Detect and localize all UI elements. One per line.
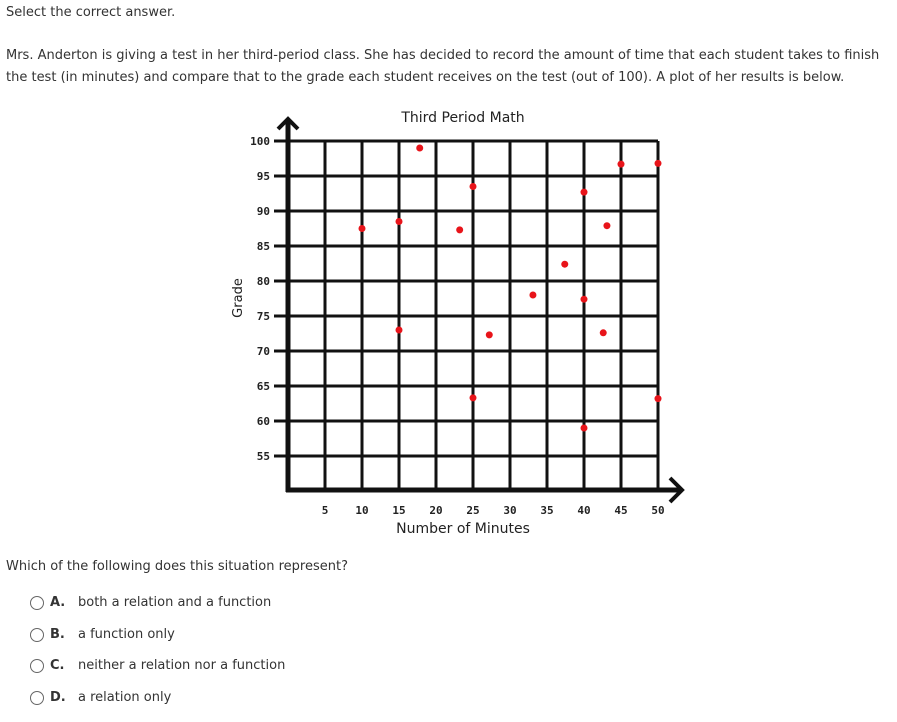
option-letter: D.	[50, 690, 66, 705]
y-tick-label: 65	[256, 380, 270, 393]
chart-title: Third Period Math	[401, 110, 525, 126]
x-tick-label: 25	[466, 504, 480, 517]
data-point	[396, 218, 403, 225]
y-axis-label: Grade	[231, 278, 246, 318]
data-point	[581, 296, 588, 303]
x-tick-label: 20	[429, 504, 443, 517]
y-tick-label: 55	[256, 450, 270, 463]
y-tick-label: 75	[256, 310, 270, 323]
y-tick-label: 80	[256, 275, 270, 288]
y-tick-label: 90	[256, 205, 270, 218]
radio-button[interactable]	[30, 596, 44, 610]
x-tick-label: 40	[577, 504, 591, 517]
data-point	[618, 161, 625, 168]
data-point	[581, 189, 588, 196]
option-letter: C.	[50, 658, 65, 673]
x-axis-label: Number of Minutes	[396, 521, 530, 537]
answer-option-b[interactable]	[30, 627, 175, 642]
answer-option-a[interactable]	[30, 595, 271, 610]
data-point	[396, 327, 403, 334]
data-point	[603, 222, 610, 229]
data-point	[600, 329, 607, 336]
data-point	[456, 226, 463, 233]
x-tick-label: 50	[651, 504, 665, 517]
y-tick-label: 60	[256, 415, 270, 428]
problem-text: Mrs. Anderton is giving a test in her third-period class. She has decided to record the amount of time that each student takes to finish the test (in minutes) and compare that to the grade each student receives on the test (out of 100). A plot of her results is below.	[6, 48, 880, 85]
y-tick-label: 85	[256, 240, 270, 253]
answer-option-c[interactable]	[30, 658, 285, 673]
x-tick-label: 10	[355, 504, 369, 517]
y-tick-label: 100	[250, 135, 270, 148]
question-text: Which of the following does this situation represent?	[6, 559, 348, 574]
option-text: a function only	[78, 627, 175, 642]
data-point	[581, 425, 588, 432]
data-point	[359, 225, 366, 232]
x-tick-label: 15	[392, 504, 406, 517]
x-tick-label: 45	[614, 504, 628, 517]
radio-button[interactable]	[30, 628, 44, 642]
option-letter: A.	[50, 595, 66, 610]
x-tick-label: 30	[503, 504, 517, 517]
instruction: Select the correct answer.	[6, 5, 176, 20]
option-letter: B.	[50, 627, 65, 642]
x-tick-label: 35	[540, 504, 554, 517]
option-text: neither a relation nor a function	[78, 658, 286, 673]
y-tick-label: 70	[256, 345, 270, 358]
data-point	[416, 145, 423, 152]
data-point	[655, 395, 662, 402]
option-text: both a relation and a function	[78, 595, 272, 610]
radio-button[interactable]	[30, 691, 44, 705]
data-point	[561, 261, 568, 268]
data-point	[529, 292, 536, 299]
data-point	[470, 183, 477, 190]
radio-button[interactable]	[30, 659, 44, 673]
data-point	[655, 160, 662, 167]
y-tick-label: 95	[256, 170, 270, 183]
option-text: a relation only	[78, 690, 172, 705]
answer-option-d[interactable]	[30, 690, 171, 705]
x-tick-label: 5	[321, 504, 329, 517]
data-point	[470, 394, 477, 401]
data-point	[486, 331, 493, 338]
